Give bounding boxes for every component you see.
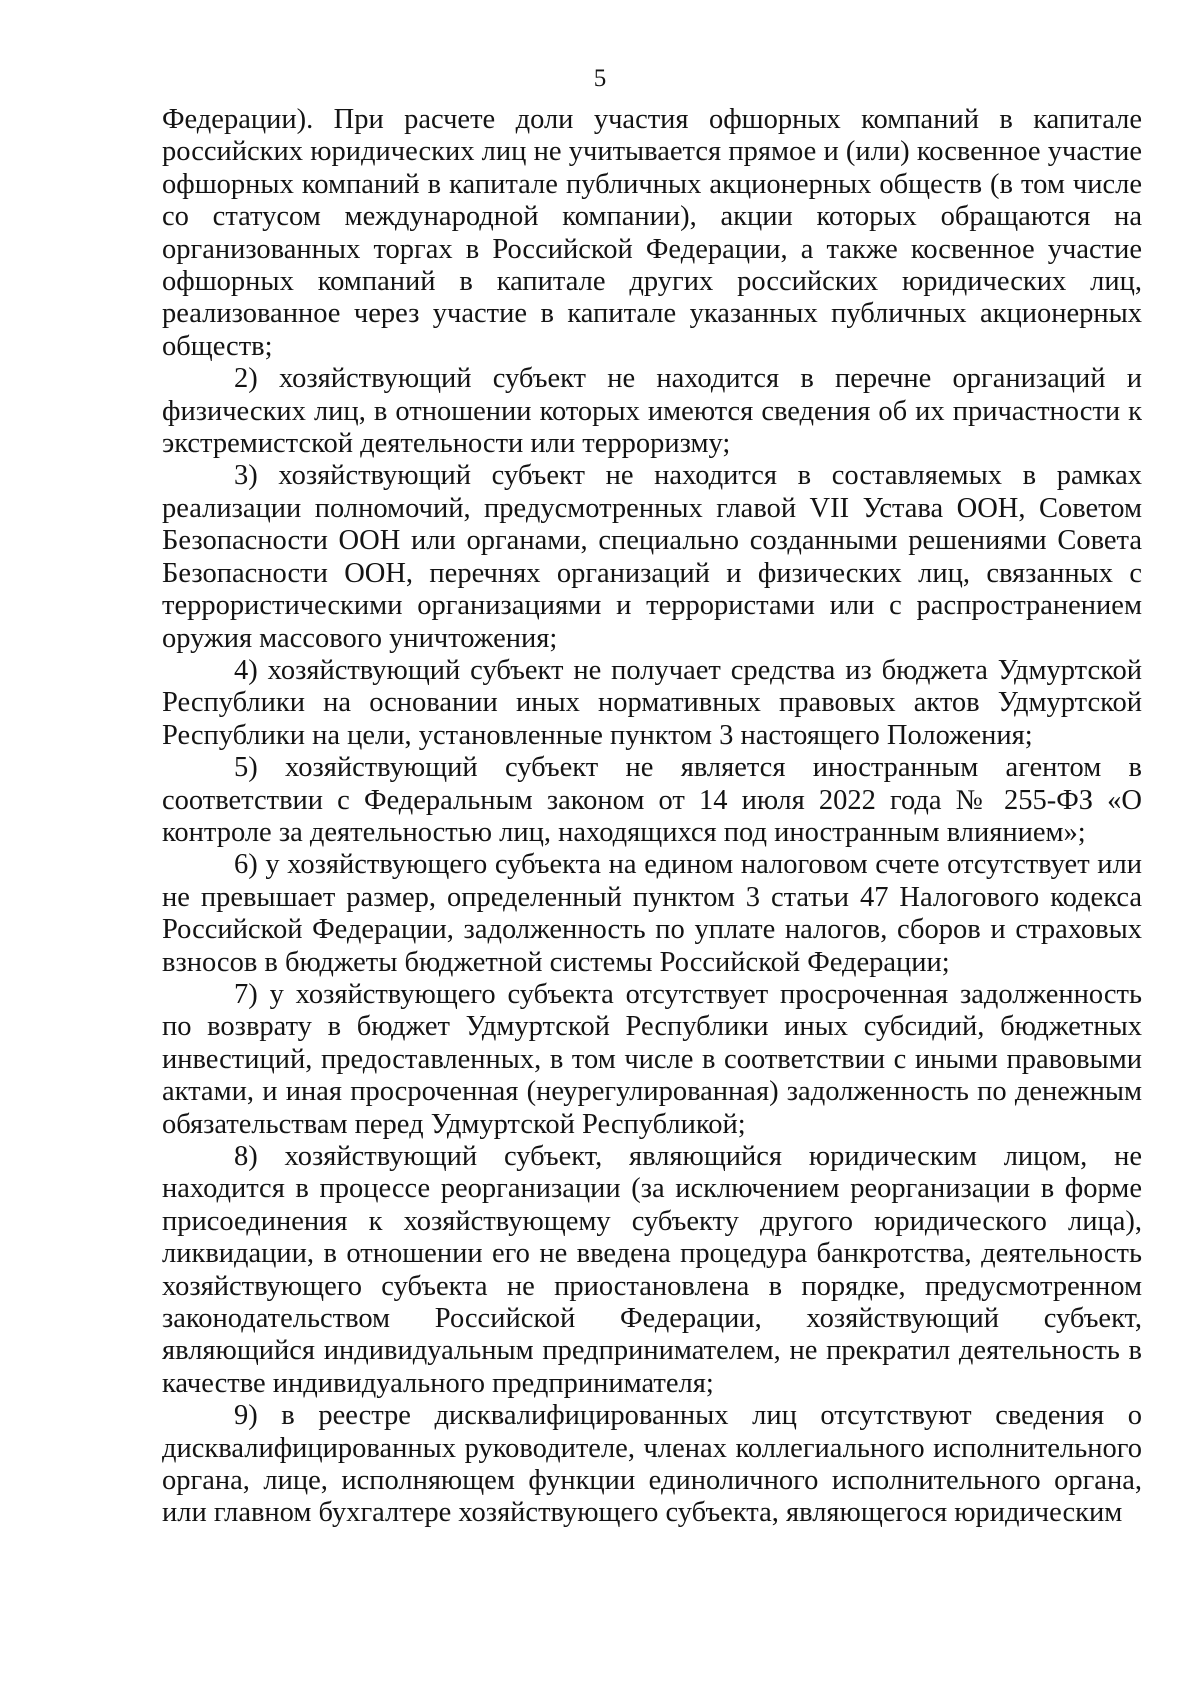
paragraph-item-3: 3) хозяйствующий субъект не находится в составляемых в рамках реализации полномочий, предусмотренных главой VII Устава ООН, Советом Безопасности ООН или органами, специально созданными решениями Совета Безопасности ООН, перечнях организаций и физических лиц, связанных с террористическими организациями и террористами или с распространением оружия массового уничтожения; bbox=[162, 460, 1142, 654]
paragraph-item-8: 8) хозяйствующий субъект, являющийся юридическим лицом, не находится в процессе реорганизации (за исключением реорганизации в форме присоединения к хозяйствующему субъекту другого юридического лица), ликвидации, в отношении его не введена процедура банкротства, деятельность хозяйствующего субъекта не приостановлена в порядке, предусмотренном законодательством Российской Федерации, хозяйствующий субъект, являющийся индивидуальным предпринимателем, не прекратил деятельность в качестве индивидуального предпринимателя; bbox=[162, 1141, 1142, 1399]
page-number: 5 bbox=[593, 65, 607, 92]
document-body bbox=[162, 104, 1142, 1530]
paragraph-item-9: 9) в реестре дисквалифицированных лиц отсутствуют сведения о дисквалифицированных руководителе, членах коллегиального исполнительного органа, лице, исполняющем функции единоличного исполнительного органа, или главном бухгалтере хозяйствующего субъекта, являющегося юридическим bbox=[162, 1400, 1142, 1529]
paragraph-item-6: 6) у хозяйствующего субъекта на едином налоговом счете отсутствует или не превышает размер, определенный пунктом 3 статьи 47 Налогового кодекса Российской Федерации, задолженность по уплате налогов, сборов и страховых взносов в бюджеты бюджетной системы Российской Федерации; bbox=[162, 849, 1142, 978]
paragraph-item-5: 5) хозяйствующий субъект не является иностранным агентом в соответствии с Федеральным законом от 14 июля 2022 года № 255-ФЗ «О контроле за деятельностью лиц, находящихся под иностранным влиянием»; bbox=[162, 752, 1142, 848]
paragraph-continuation: Федерации). При расчете доли участия офшорных компаний в капитале российских юридических лиц не учитывается прямое и (или) косвенное участие офшорных компаний в капитале публичных акционерных обществ (в том числе со статусом международной компании), акции которых обращаются на организованных торгах в Российской Федерации, а также косвенное участие офшорных компаний в капитале других российских юридических лиц, реализованное через участие в капитале указанных публичных акционерных обществ; bbox=[162, 104, 1142, 362]
paragraph-item-4: 4) хозяйствующий субъект не получает средства из бюджета Удмуртской Республики на основании иных нормативных правовых актов Удмуртской Республики на цели, установленные пунктом 3 настоящего Положения; bbox=[162, 654, 1142, 751]
paragraph-item-2: 2) хозяйствующий субъект не находится в перечне организаций и физических лиц, в отношении которых имеются сведения об их причастности к экстремистской деятельности или терроризму; bbox=[162, 363, 1142, 460]
paragraph-item-7: 7) у хозяйствующего субъекта отсутствует просроченная задолженность по возврату в бюджет Удмуртской Республики иных субсидий, бюджетных инвестиций, предоставленных, в том числе в соответствии с иными правовыми актами, и иная просроченная (неурегулированная) задолженность по денежным обязательствам перед Удмуртской Республикой; bbox=[162, 978, 1142, 1140]
